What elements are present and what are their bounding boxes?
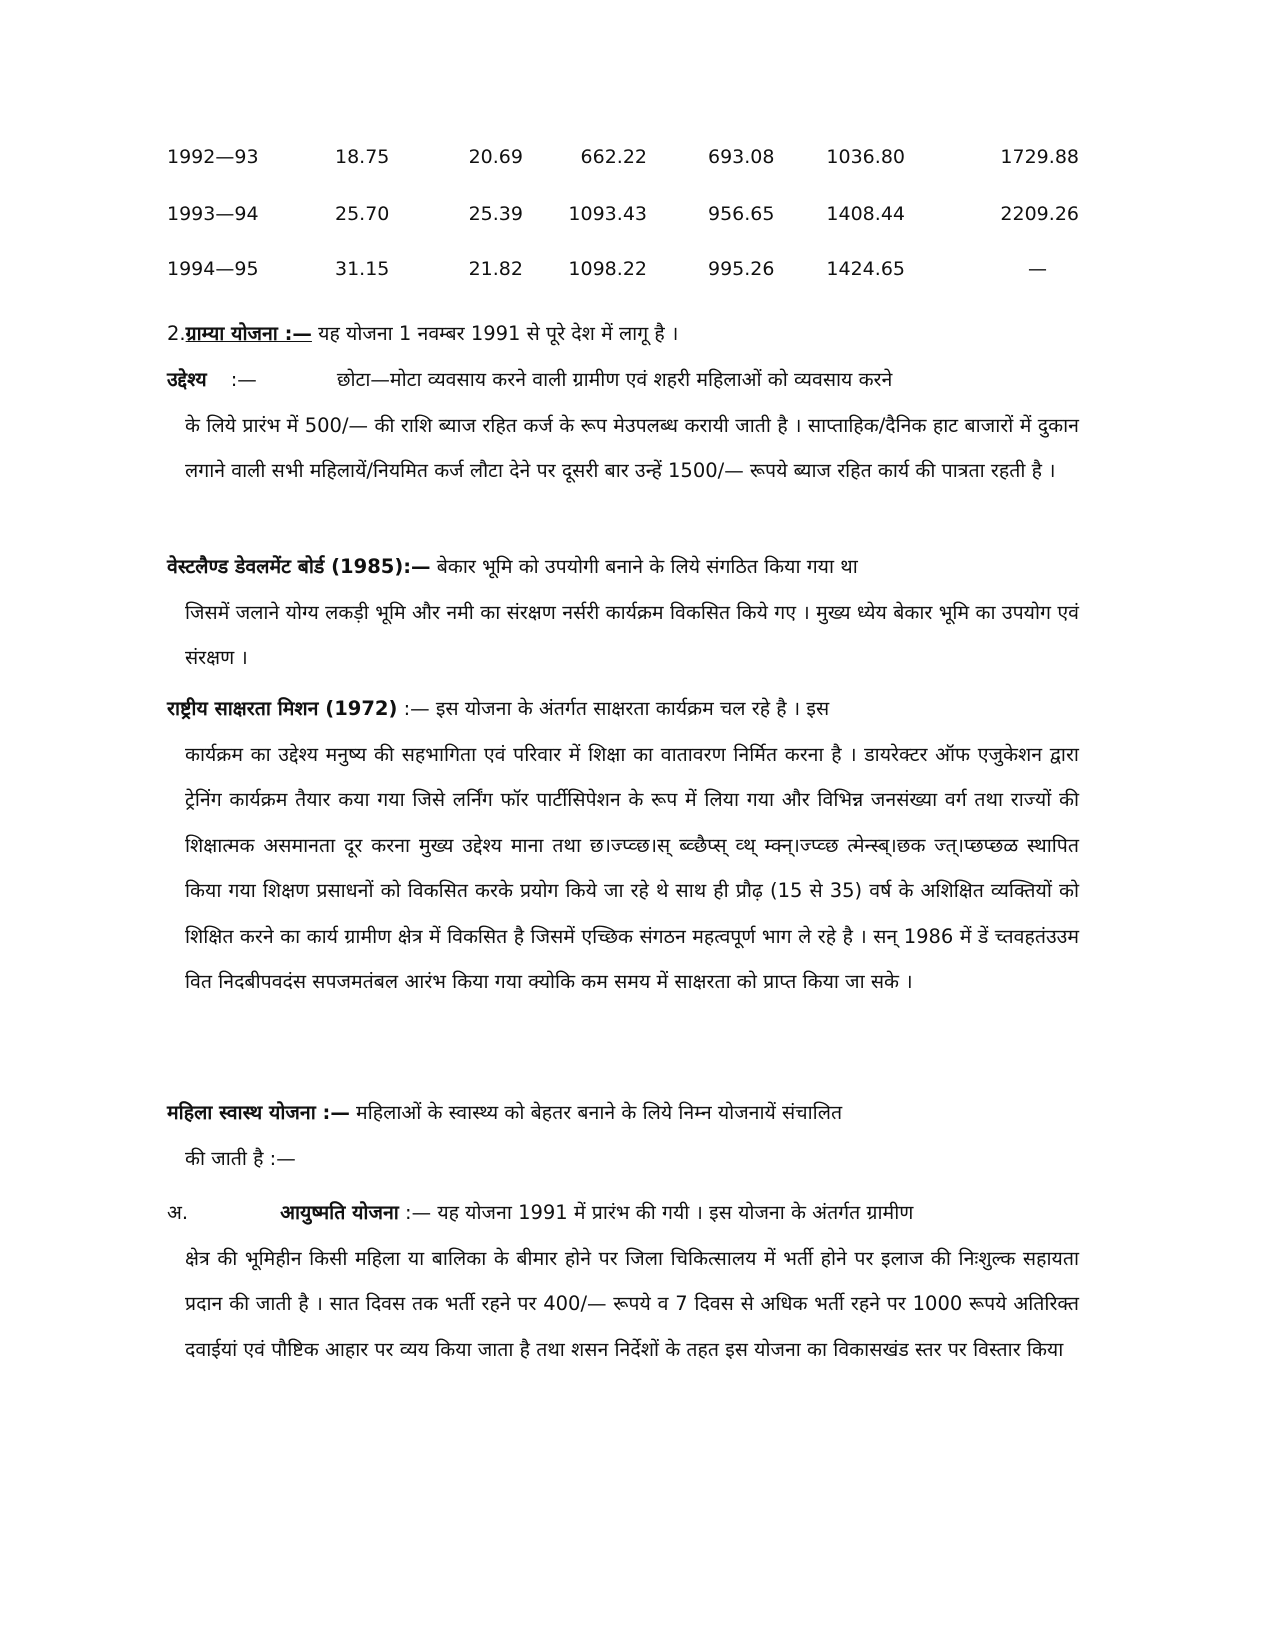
section-heading: उद्देश्य bbox=[167, 368, 207, 391]
table-cell: 1729.88 bbox=[1000, 146, 1079, 168]
section-text-first: बेकार भूमि को उपयोगी बनाने के लिये संगठित किया गया था bbox=[436, 555, 858, 578]
table-cell: 21.82 bbox=[468, 258, 523, 280]
table-cell: 31.15 bbox=[335, 258, 390, 280]
section-text-first: :— इस योजना के अंतर्गत साक्षरता कार्यक्रम चल रहे है । इस bbox=[403, 697, 830, 720]
section-text: यह योजना 1 नवम्बर 1991 से पूरे देश में लागू है । bbox=[318, 322, 679, 345]
section-ayushmati bbox=[167, 1190, 1079, 1372]
table-cell: 25.39 bbox=[468, 203, 523, 225]
section-text: के लिये प्रारंभ में 500/— की राशि ब्याज रहित कर्ज के रूप मेउपलब्ध करायी जाती है । साप्ताहिक/दैनिक हाट बाजारों में दुकान लगाने वाली सभी महिलायें/नियमित कर्ज लौटा देने पर दूसरी बार उन्हें 1500/— रूपये ब्याज रहित कार्य की पात्रता रहती है । bbox=[185, 413, 1079, 482]
section-text-first: छोटा—मोटा व्यवसाय करने वाली ग्रामीण एवं शहरी महिलाओं को व्यवसाय करने bbox=[336, 368, 893, 391]
section-gramya bbox=[167, 311, 1079, 357]
table-cell: 1036.80 bbox=[826, 146, 905, 168]
section-text-first: :— यह योजना 1991 में प्रारंभ की गयी । इस योजना के अंतर्गत ग्रामीण bbox=[405, 1201, 914, 1224]
table-cell: 693.08 bbox=[708, 146, 775, 168]
table-cell: 1408.44 bbox=[826, 203, 905, 225]
section-heading: ग्राम्या योजना :— bbox=[185, 322, 312, 345]
list-marker: अ. bbox=[167, 1201, 189, 1224]
table-cell: 662.22 bbox=[580, 146, 647, 168]
table-cell: 20.69 bbox=[468, 146, 523, 168]
table-cell: 1992—93 bbox=[167, 146, 259, 168]
table-row bbox=[0, 258, 1275, 288]
table-cell: 18.75 bbox=[335, 146, 390, 168]
section-text-first: महिलाओं के स्वास्थ्य को बेहतर बनाने के लिये निम्न योजनायें संचालित bbox=[356, 1101, 843, 1124]
table-cell: 1424.65 bbox=[826, 258, 905, 280]
table-cell: 2209.26 bbox=[1000, 203, 1079, 225]
section-text: की जाती है :— bbox=[185, 1146, 296, 1170]
section-heading: आयुष्मति योजना bbox=[280, 1201, 399, 1224]
section-heading: महिला स्वास्थ योजना :— bbox=[167, 1101, 350, 1124]
table-cell: 956.65 bbox=[708, 203, 775, 225]
table-row bbox=[0, 203, 1275, 233]
table-cell: 1093.43 bbox=[568, 203, 647, 225]
table-cell: — bbox=[1028, 258, 1047, 280]
separator: :— bbox=[230, 368, 257, 391]
table-row bbox=[0, 146, 1275, 176]
section-literacy bbox=[167, 686, 1079, 1005]
table-cell: 1994—95 bbox=[167, 258, 259, 280]
section-text: क्षेत्र की भूमिहीन किसी महिला या बालिका के बीमार होने पर जिला चिकित्सालय में भर्ती होने पर इलाज की निःशुल्क सहायता प्रदान की जाती है । सात दिवस तक भर्ती रहने पर 400/— रूपये व 7 दिवस से अधिक भर्ती रहने पर 1000 रूपये अतिरिक्त दवाईयां एवं पौष्टिक आहार पर व्यय किया जाता है तथा शसन निर्देशों के तहत इस योजना का विकासखंड स्तर पर विस्तार किया bbox=[185, 1246, 1079, 1361]
section-heading: वेस्टलैण्ड डेवलमेंट बोर्ड (1985):— bbox=[167, 555, 431, 578]
table-cell: 995.26 bbox=[708, 258, 775, 280]
section-number: 2. bbox=[167, 322, 186, 345]
section-health bbox=[167, 1090, 1079, 1181]
section-text: कार्यक्रम का उद्देश्य मनुष्य की सहभागिता एवं परिवार में शिक्षा का वातावरण निर्मित करना है । डायरेक्टर ऑफ एजुकेशन द्वारा ट्रेनिंग कार्यक्रम तैयार कया गया जिसे लर्निंग फॉर पार्टीसिपेशन के रूप में लिया गया और विभिन्न जनसंख्या वर्ग तथा राज्यों की शिक्षात्मक असमानता दूर करना मुख्य उद्देश्य माना तथा छ।ज्प्व्छ।स् ब्व्छैप्स् व्थ् म्क्न्।ज्प्व्छ त्मेन्स्ब्।छक ज्त्।प्छप्छळ स्थापित किया गया शिक्षण प्रसाधनों को विकसित करके प्रयोग किये जा रहे थे साथ ही प्रौढ़ (15 से 35) वर्ष के अशिक्षित व्यक्तियों को शिक्षित करने का कार्य ग्रामीण क्षेत्र में विकसित है जिसमें एच्छिक संगठन महत्वपूर्ण भाग ले रहे है । सन् 1986 में डें च्तवहतंउउम वित निदबीपवदंस सपजमतंबल आरंभ किया गया क्योकि कम समय में साक्षरता को प्राप्त किया जा सके । bbox=[185, 742, 1079, 993]
section-text: जिसमें जलाने योग्य लकड़ी भूमि और नमी का संरक्षण नर्सरी कार्यक्रम विकसित किये गए । मुख्य ध्येय बेकार भूमि का उपयोग एवं संरक्षण । bbox=[185, 600, 1079, 669]
table-cell: 1098.22 bbox=[568, 258, 647, 280]
table-cell: 25.70 bbox=[335, 203, 390, 225]
section-wasteland bbox=[167, 544, 1079, 681]
section-heading: राष्ट्रीय साक्षरता मिशन (1972) bbox=[167, 697, 398, 720]
table-cell: 1993—94 bbox=[167, 203, 259, 225]
section-uddeshya bbox=[167, 357, 1079, 494]
